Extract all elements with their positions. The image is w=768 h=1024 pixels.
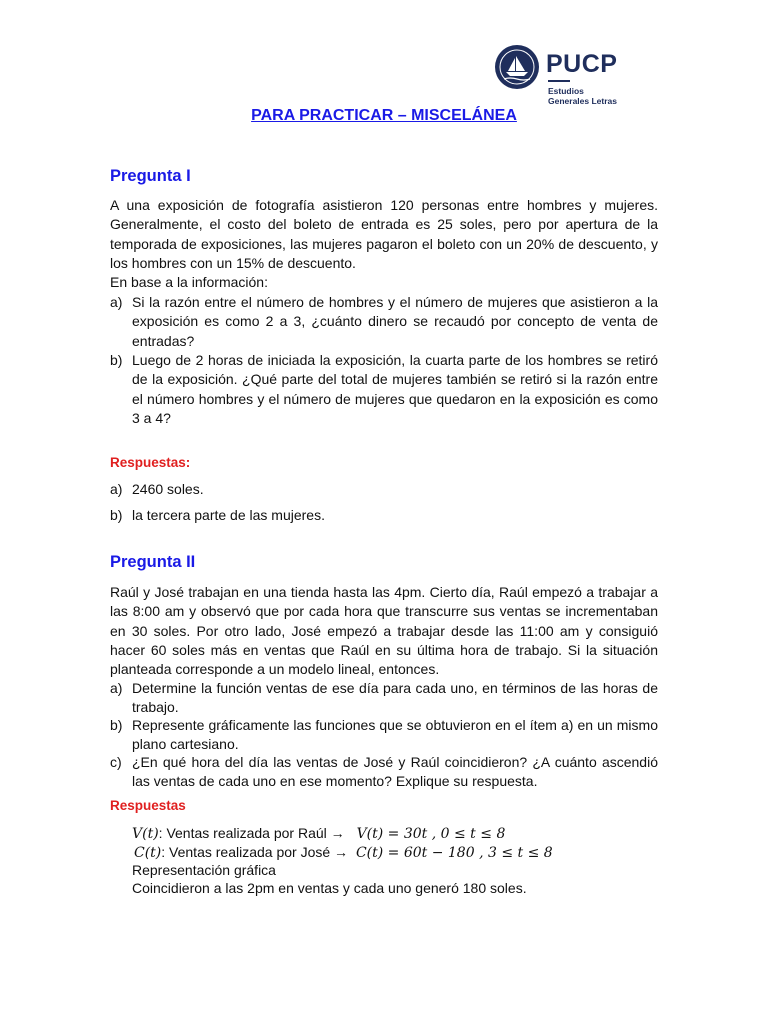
brand-name: PUCP: [546, 50, 618, 78]
answer-final: Coincidieron a las 2pm en ventas y cada uno generó 180 soles.: [132, 880, 527, 896]
answer-c-line: C(t): Ventas realizada por José → C(t) = 60t − 180 , 3 ≤ t ≤ 8: [134, 844, 553, 861]
page-title: PARA PRACTICAR – MISCELÁNEA: [251, 107, 517, 124]
pregunta-1-answer-a: a) 2460 soles.: [110, 481, 204, 497]
pregunta-2-item-c: c) ¿En qué hora del día las ventas de José y Raúl coincidieron? ¿A cuánto ascendió las ventas de cada uno en ese momento? Explique su respuesta.: [110, 754, 658, 790]
pregunta-2-answers-heading: Respuestas: [110, 798, 186, 813]
pregunta-2-heading: Pregunta II: [110, 553, 196, 571]
brand-subtitle: Estudios Generales Letras: [548, 86, 617, 106]
pregunta-2-item-a: a) Determine la función ventas de ese día para cada uno, en términos de las horas de trabajo.: [110, 680, 658, 716]
pregunta-1-lead: En base a la información:: [110, 274, 268, 290]
pregunta-2-item-b: b) Represente gráficamente las funciones que se obtuvieron en el ítem a) en un mismo plano cartesiano.: [110, 717, 658, 753]
pucp-seal-icon: [494, 44, 540, 90]
pregunta-1-item-a: a) Si la razón entre el número de hombres y el número de mujeres que asistieron a la exposición es como 2 a 3, ¿cuánto dinero se recaudó por concepto de venta de entradas?: [110, 294, 658, 349]
answer-v-line: V(t): Ventas realizada por Raúl → V(t) = 30t , 0 ≤ t ≤ 8: [132, 825, 506, 842]
pregunta-1-answer-b: b) la tercera parte de las mujeres.: [110, 507, 325, 523]
pregunta-2-intro: Raúl y José trabajan en una tienda hasta las 4pm. Cierto día, Raúl empezó a trabajar a las 8:00 am y observó que por cada hora que transcurre sus ventas se incrementaban en 30 soles. Por otro lado, José empezó a trabajar desde las 11:00 am y consiguió hacer 60 soles más en ventas que Raúl en su última hora de trabajo. Si la situación planteada corresponde a un modelo lineal, entonces.: [110, 584, 658, 678]
answer-graph: Representación gráfica: [132, 862, 276, 878]
pregunta-1-intro: A una exposición de fotografía asistieron 120 personas entre hombres y mujeres. Generalmente, el costo del boleto de entrada es 25 soles, pero por apertura de la temporada de exposiciones, las mujeres pagaron el boleto con un 20% de descuento, y los hombres con un 15% de descuento.: [110, 197, 658, 271]
pucp-logo: [494, 44, 654, 108]
pregunta-1-heading: Pregunta I: [110, 167, 191, 185]
pregunta-1-item-b: b) Luego de 2 horas de iniciada la exposición, la cuarta parte de los hombres se retiró de la exposición. ¿Qué parte del total de mujeres también se retiró si la razón entre el número hombres y el número de mujeres que quedaron en la exposición es como 3 a 4?: [110, 352, 658, 426]
brand-divider: [548, 80, 570, 82]
pregunta-1-answers-heading: Respuestas:: [110, 455, 191, 470]
